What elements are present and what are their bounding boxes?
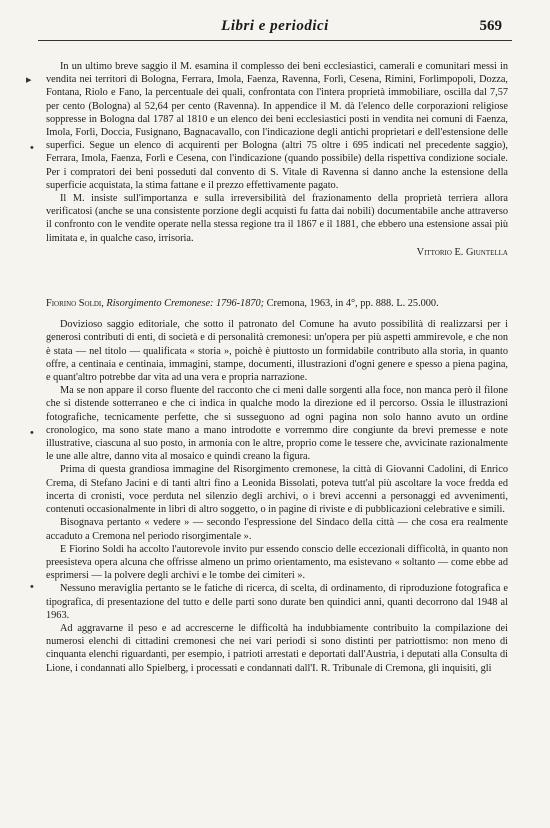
review-paragraph: E Fiorino Soldi ha accolto l'autorevole invito pur essendo conscio delle eccezionali difficoltà, in quanto non preesisteva opera alcuna che offrisse almeno un primo orientamento, ma esistevano « soltanto — come ebbe ad esprimersi — la polvere degli archivi e le tombe dei cimiteri ». (46, 543, 508, 582)
margin-mark: • (30, 581, 34, 593)
book-publication: Cremona, 1963, in 4°, pp. 888. L. 25.000. (266, 298, 439, 310)
page-number: 569 (479, 18, 502, 34)
page-body (46, 60, 508, 675)
margin-mark: • (30, 142, 34, 154)
review-paragraph: Prima di questa grandiosa immagine del Risorgimento cremonese, la città di Giovanni Cadolini, di Enrico Crema, di Stefano Jacini e di tanti altri fino a Leonida Bissolati, poteva tutt'al più ascoltare la voce fredda ed incerta di cronisti, voce perduta nel silenzio degli archivi, o i brevi accenni a personaggi ed avvenimenti, contenuti occasionalmente in libri di altro soggetto, o in pagine di riviste e di pubblicazioni celebrative e simili. (46, 464, 508, 516)
running-header (42, 18, 508, 40)
review-paragraph: Ad aggravarne il peso e ad accrescerne le difficoltà ha indubbiamente contribuito la compilazione dei numerosi elenchi di cittadini cremonesi che nei vari periodi si sono distinti per patriottismo: non meno di cinquanta elenchi riguardanti, per esempio, i patrioti arrestati e deportati dall'Austria, i deputati alla Consulta di Lione, i condannati allo Spielberg, i processati e condannati dall'I. R. Tribunale di Cremona, gli inquisiti, gli (46, 622, 508, 674)
reviewer-signature: Vittorio E. Giuntella (416, 246, 508, 258)
second-review (46, 297, 508, 675)
book-author: Fiorino Soldi, (46, 298, 104, 310)
book-title: Risorgimento Cremonese: 1796-1870; (106, 298, 265, 310)
running-title: Libri e periodici (221, 18, 329, 34)
margin-mark: • (30, 427, 34, 439)
review-paragraph: Bisognava pertanto « vedere » — secondo l'espressione del Sindaco della città — che cosa era realmente accaduto a Cremona nel periodo risorgimentale ». (46, 517, 508, 542)
review-paragraph: Ma se non appare il corso fluente del racconto che ci meni dalle sorgenti alla foce, non manca però il filone che si distende sotterraneo e che ci indica in qualche modo la direzione ed il percorso. Ossia le illustrazioni fotografiche, tecnicamente perfette, che si susseguono ad ogni pagina non solo hanno avuto un ordine cronologico, ma sono state mano a mano introdotte e vorremmo dire congiunte da brevi premesse e note illustrative, ciascuna al suo posto, in armonia con le altre, proprio come le tessere che, avvicinate razionalmente le une alle altre, danno vita al mosaico e quindi creano la figura. (46, 385, 508, 463)
margin-mark: ▸ (26, 74, 32, 86)
review-citation (46, 297, 508, 310)
review-paragraph: Il M. insiste sull'importanza e sulla irreversibilità del frazionamento della proprietà terriera allora verificatosi (anche se una consistente porzione degli acquisti fu fatta dai nobili) documentabile anche attraverso il confronto con le vendite operate nella stessa regione tra il 1867 e il 1881, che ebbero una estensione assai più limitata e, in qualche caso, irrisoria. (46, 193, 508, 244)
review-paragraph: In un ultimo breve saggio il M. esamina il complesso dei beni ecclesiastici, camerali e comunitari messi in vendita nei territori di Bologna, Ferrara, Imola, Faenza, Ravenna, Forlì, Cesena, Rimini, Forlimpopoli, Dozza, Fontana, Riolo e Fano, la percentuale dei quali, confrontata con l'intera proprietà immobiliare, oscilla dal 7,57 per cento (Bologna) al 52,64 per cento (Ravenna). In appendice il M. dà l'elenco delle corporazioni religiose soppresse in Bologna dal 1787 al 1810 e un elenco dei beni ecclesiastici posti in vendita nei comuni di Faenza, Imola, Forlì, Doccia, Fusignano, Bagnacavallo, con l'indicazione degli antichi proprietari e dell'estensione delle superfici. Segue un elenco di acquirenti per Bologna (altri 75 oltre i 695 indicati nel precedente saggio), Ferrara, Imola, Faenza, Forlì e Cesena, con l'indicazione (quando possibile) della rispettiva condizione sociale. Per i compratori dei beni posseduti dal convento di S. Vitale di Ravenna si danno anche la estensione della superficie acquistata, la stima fattane e il prezzo effettivamente pagato. (46, 61, 508, 191)
review-paragraph: Nessuno meraviglia pertanto se le fatiche di ricerca, di scelta, di ordinamento, di riproduzione fotografica e tipografica, di presentazione del tutto e delle parti sono durate ben quindici anni, quanti decorrono dal 1948 al 1963. (46, 583, 508, 621)
first-review (46, 60, 508, 259)
review-paragraph: Dovizioso saggio editoriale, che sotto il patronato del Comune ha avuto possibilità di realizzarsi per i generosi contributi di enti, di società e di personalità cremonesi: un'opera per più aspetti ammirevole, e che non è stata — nel titolo — qualificata « storia », poichè è piuttosto un formidabile contributo alla storia, in quanto offre, a centinaia e centinaia, immagini, stampe, documenti, illustrazioni d'ogni genere e spesso a piena pagina, e quant'altro potrebbe dar vita ad una vera e propria narrazione. (46, 319, 508, 384)
header-rule (38, 40, 512, 41)
review-body (46, 318, 508, 674)
